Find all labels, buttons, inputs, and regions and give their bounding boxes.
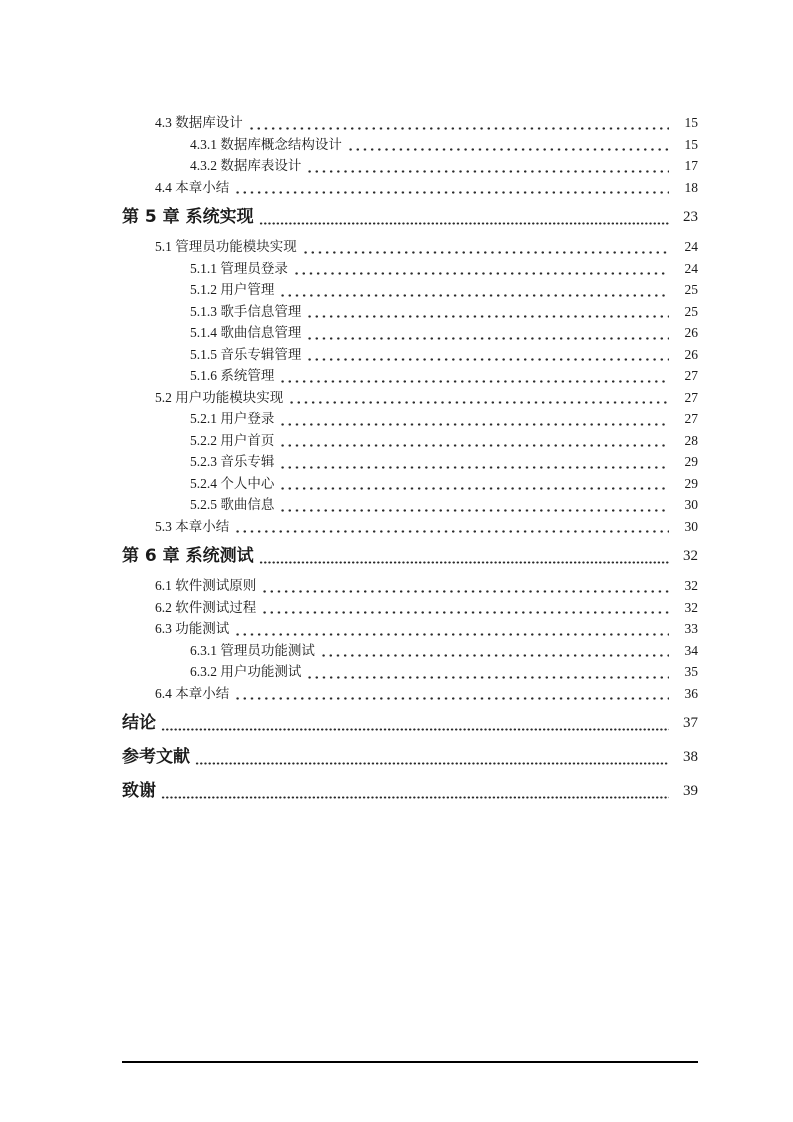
dot-leader [293,258,669,280]
toc-entry-page: 15 [684,115,698,130]
toc-entry-label: 6.3.2 用户功能测试 [190,664,302,679]
toc-entry [122,202,698,232]
toc-entry-label: 5.1.4 歌曲信息管理 [190,325,302,340]
toc-entry [122,236,698,258]
toc-entry-label: 6.1 软件测试原则 [155,578,257,593]
toc-entry-label: 5.1.1 管理员登录 [190,260,288,276]
toc-entry-label: 5.1.6 系统管理 [190,368,275,383]
toc-entry-label: 5.2.5 歌曲信息 [190,497,275,512]
toc-entry [122,365,698,387]
toc-entry [122,618,698,640]
dot-leader [261,597,669,619]
toc-entry-label: 5.2 用户功能模块实现 [155,389,284,405]
toc-entry [122,661,698,683]
toc-entry-page: 32 [684,599,698,615]
toc-entry-page: 28 [684,432,698,448]
dot-leader [234,177,669,199]
toc-entry-label: 第 5 章 系统实现 [122,207,254,227]
toc-entry-label: 5.1.3 歌手信息管理 [190,303,302,319]
toc-entry-page: 30 [684,518,698,534]
toc-entry-page: 33 [684,621,698,636]
toc-entry [122,683,698,705]
toc-entry-page: 15 [684,136,698,152]
toc-entry-page: 23 [683,209,698,225]
toc-entry-label: 6.3 功能测试 [155,621,230,636]
toc-entry-page: 25 [684,282,698,297]
toc-entry [122,516,698,538]
toc-entry-label: 5.2.3 音乐专辑 [190,454,275,469]
toc-entry-page: 29 [684,475,698,491]
dot-leader [279,279,669,301]
toc-entry [122,640,698,662]
toc-entry-page: 32 [683,548,698,564]
toc-entry-page: 36 [684,685,698,701]
toc-entry [122,279,698,301]
toc-entry-label: 第 6 章 系统测试 [122,546,254,566]
dot-leader [259,202,669,232]
dot-leader [195,742,669,772]
dot-leader [279,408,669,430]
dot-leader [279,473,669,495]
dot-leader [279,451,669,473]
toc-entry [122,301,698,323]
toc-entry [122,258,698,280]
dot-leader [279,365,669,387]
toc-entry-page: 35 [684,664,698,679]
toc-entry-page: 26 [684,325,698,340]
dot-leader [234,683,669,705]
toc-entry-label: 6.4 本章小结 [155,685,230,701]
toc-entry-page: 32 [684,578,698,593]
toc-entry-label: 6.3.1 管理员功能测试 [190,642,315,658]
dot-leader [259,541,669,571]
toc-entry-label: 6.2 软件测试过程 [155,599,257,615]
toc-entry-label: 4.4 本章小结 [155,179,230,195]
toc-entry [122,597,698,619]
dot-leader [320,640,669,662]
toc-entry-page: 18 [684,179,698,195]
toc-entry-page: 37 [683,715,698,731]
toc-entry-label: 致谢 [122,781,156,801]
toc-entry [122,134,698,156]
footer-rule [122,1061,698,1063]
toc-entry [122,451,698,473]
toc-entry-label: 4.3.1 数据库概念结构设计 [190,136,342,152]
toc-entry-page: 24 [684,260,698,276]
toc-entry-label: 5.1.2 用户管理 [190,282,275,297]
toc-entry-label: 5.2.1 用户登录 [190,411,275,426]
toc-entry-page: 25 [684,303,698,319]
toc-entry-page: 26 [684,346,698,362]
toc-entry-label: 4.3.2 数据库表设计 [190,158,302,173]
toc-entry [122,344,698,366]
dot-leader [302,236,669,258]
dot-leader [161,776,669,806]
toc-entry [122,541,698,571]
toc-entry-page: 27 [684,368,698,383]
toc-list [122,112,698,810]
dot-leader [279,494,669,516]
toc-entry [122,322,698,344]
dot-leader [261,575,669,597]
toc-entry-page: 39 [683,783,698,799]
toc-entry-page: 17 [684,158,698,173]
dot-leader [234,516,669,538]
toc-entry-page: 30 [684,497,698,512]
toc-entry-label: 5.1.5 音乐专辑管理 [190,346,302,362]
toc-entry-page: 27 [684,411,698,426]
toc-entry-page: 29 [684,454,698,469]
dot-leader [234,618,669,640]
toc-entry [122,155,698,177]
toc-entry-label: 4.3 数据库设计 [155,115,243,130]
toc-entry-label: 5.2.4 个人中心 [190,475,275,491]
dot-leader [306,155,669,177]
dot-leader [347,134,669,156]
toc-entry-page: 34 [684,642,698,658]
toc-entry [122,776,698,806]
toc-entry-page: 38 [683,749,698,765]
toc-entry [122,408,698,430]
toc-entry [122,177,698,199]
toc-entry [122,708,698,738]
dot-leader [306,661,669,683]
toc-entry-page: 27 [684,389,698,405]
toc-entry [122,742,698,772]
toc-entry [122,112,698,134]
dot-leader [161,708,669,738]
dot-leader [288,387,669,409]
toc-entry [122,430,698,452]
toc-entry [122,494,698,516]
dot-leader [248,112,669,134]
dot-leader [306,344,669,366]
dot-leader [306,301,669,323]
toc-entry [122,387,698,409]
toc-entry [122,473,698,495]
dot-leader [306,322,669,344]
toc-entry-label: 5.2.2 用户首页 [190,432,275,448]
toc-entry-label: 5.1 管理员功能模块实现 [155,239,297,254]
toc-entry-label: 5.3 本章小结 [155,518,230,534]
toc-entry-label: 结论 [122,713,156,733]
toc-entry [122,575,698,597]
toc-entry-page: 24 [684,239,698,254]
toc-entry-label: 参考文献 [122,747,190,767]
dot-leader [279,430,669,452]
